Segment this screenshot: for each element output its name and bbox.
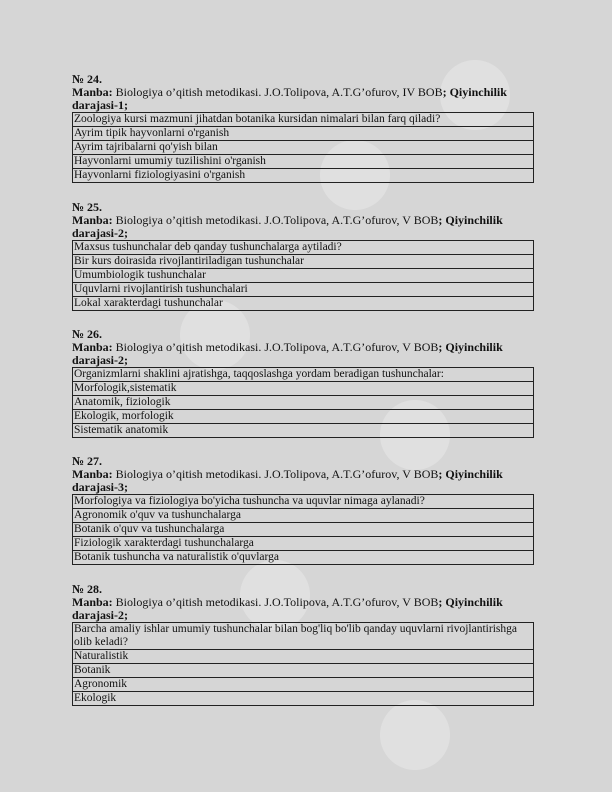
answer-option: Botanik o'quv va tushunchalarga <box>73 523 534 537</box>
question-number: № 28. <box>72 582 103 596</box>
answer-option: Ekologik, morfologik <box>73 410 534 424</box>
question-number: № 25. <box>72 200 103 214</box>
answer-option: Anatomik, fiziologik <box>73 396 534 410</box>
answer-option: Hayvonlarni umumiy tuzilishini o'rganish <box>73 155 534 169</box>
answer-option: Agronomik o'quv va tushunchalarga <box>73 509 534 523</box>
question-source: Manba: Biologiya o’qitish metodikasi. J.O.Tolipova, A.T.G’ofurov, V BOB; Qiyinchilik darajasi-2; <box>72 213 503 240</box>
question-number: № 24. <box>72 72 103 86</box>
answer-option: Botanik <box>73 664 534 678</box>
answer-option: Sistematik anatomik <box>73 424 534 438</box>
question-text: Zoologiya kursi mazmuni jihatdan botanika kursidan nimalari bilan farq qiladi? <box>73 113 534 127</box>
answer-option: Umumbiologik tushunchalar <box>73 269 534 283</box>
question-source: Manba: Biologiya o’qitish metodikasi. J.O.Tolipova, A.T.G’ofurov, V BOB; Qiyinchilik darajasi-2; <box>72 595 503 622</box>
answer-table <box>72 367 534 438</box>
question-text: Organizmlarni shaklini ajratishga, taqqoslashga yordam beradigan tushunchalar: <box>73 368 534 382</box>
answer-option: Morfologik,sistematik <box>73 382 534 396</box>
answer-option: Naturalistik <box>73 650 534 664</box>
answer-table <box>72 622 534 706</box>
question-block <box>72 201 534 311</box>
answer-option: Lokal xarakterdagi tushunchalar <box>73 297 534 311</box>
question-block <box>72 73 534 183</box>
question-text: Maxsus tushunchalar deb qanday tushunchalarga aytiladi? <box>73 241 534 255</box>
question-text: Morfologiya va fiziologiya bo'yicha tushuncha va uquvlar nimaga aylanadi? <box>73 495 534 509</box>
question-block <box>72 455 534 565</box>
answer-table <box>72 240 534 311</box>
answer-option: Hayvonlarni fiziologiyasini o'rganish <box>73 169 534 183</box>
question-number: № 26. <box>72 327 103 341</box>
answer-option: Agronomik <box>73 678 534 692</box>
answer-option: Fiziologik xarakterdagi tushunchalarga <box>73 537 534 551</box>
answer-table <box>72 112 534 183</box>
question-text: Barcha amaliy ishlar umumiy tushunchalar bilan bog'liq bo'lib qanday uquvlarni rivojlantirishga olib keladi? <box>73 623 534 650</box>
question-source: Manba: Biologiya o’qitish metodikasi. J.O.Tolipova, A.T.G’ofurov, V BOB; Qiyinchilik darajasi-2; <box>72 340 503 367</box>
answer-option: Ayrim tipik hayvonlarni o'rganish <box>73 127 534 141</box>
watermark-logo <box>380 700 450 770</box>
question-block <box>72 583 534 706</box>
answer-option: Ekologik <box>73 692 534 706</box>
answer-table <box>72 494 534 565</box>
answer-option: Ayrim tajribalarni qo'yish bilan <box>73 141 534 155</box>
answer-option: Uquvlarni rivojlantirish tushunchalari <box>73 283 534 297</box>
question-source: Manba: Biologiya o’qitish metodikasi. J.O.Tolipova, A.T.G’ofurov, IV BOB; Qiyinchilik darajasi-1; <box>72 85 507 112</box>
answer-option: Botanik tushuncha va naturalistik o'quvlarga <box>73 551 534 565</box>
question-number: № 27. <box>72 454 103 468</box>
answer-option: Bir kurs doirasida rivojlantiriladigan tushunchalar <box>73 255 534 269</box>
question-block <box>72 328 534 438</box>
question-source: Manba: Biologiya o’qitish metodikasi. J.O.Tolipova, A.T.G’ofurov, V BOB; Qiyinchilik darajasi-3; <box>72 467 503 494</box>
